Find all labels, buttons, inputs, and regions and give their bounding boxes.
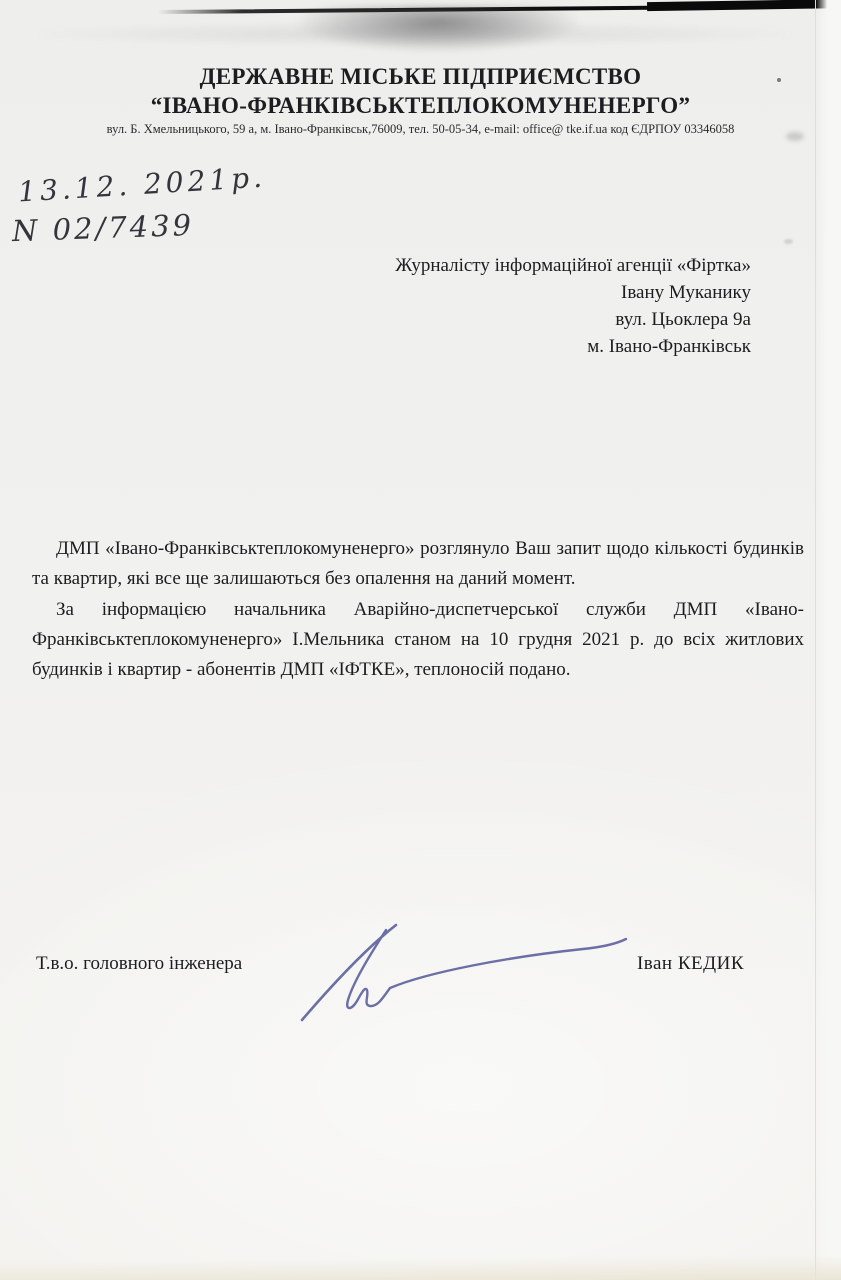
org-name-line2: “ІВАНО-ФРАНКІВСЬКТЕПЛОКОМУНЕНЕРГО” (150, 93, 691, 118)
recipient-line: Івану Муканику (621, 282, 751, 303)
recipient-line: м. Івано-Франківськ (587, 336, 751, 357)
handwritten-date: 13.12. 2021р. (17, 160, 267, 209)
scan-smudge-band (40, 22, 790, 46)
signer-name: Іван КЕДИК (636, 953, 744, 974)
handwritten-ref-number: N 02/7439 (11, 207, 195, 249)
recipient-line: вул. Цьоклера 9а (615, 309, 751, 330)
handwritten-signature (288, 918, 633, 1026)
scan-speck (784, 239, 793, 244)
recipient-line: Журналісту інформаційної агенції «Фіртка» (395, 255, 751, 276)
body-paragraph: ДМП «Івано-Франківськтеплокомуненерго» розглянуло Ваш запит щодо кількості будинків та квартир, які все ще залишаються без опалення на даний момент. (32, 538, 804, 590)
letter-body (32, 534, 804, 685)
org-name-line1: ДЕРЖАВНЕ МІСЬКЕ ПІДПРИЄМСТВО (199, 64, 642, 89)
org-address-line: вул. Б. Хмельницького, 59 а, м. Івано-Франківськ,76009, тел. 50-05-34, e-mail: office@ tke.if.ua код ЄДРПОУ 03346058 (106, 122, 735, 136)
body-paragraph: За інформацією начальника Аварійно-диспетчерської служби ДМП «Івано-Франківськтеплокомуненерго» І.Мельника станом на 10 грудня 2021 р. до всіх житлових будинків і квартир - абонентів ДМП «ІФТКЕ», теплоносій подано. (32, 598, 804, 681)
paper-right-edge (815, 0, 841, 1280)
recipient-block (395, 252, 751, 360)
paper-bottom-edge (0, 1255, 841, 1280)
signer-job-title: Т.в.о. головного інженера (36, 953, 243, 974)
scan-top-right-edge (647, 0, 841, 11)
